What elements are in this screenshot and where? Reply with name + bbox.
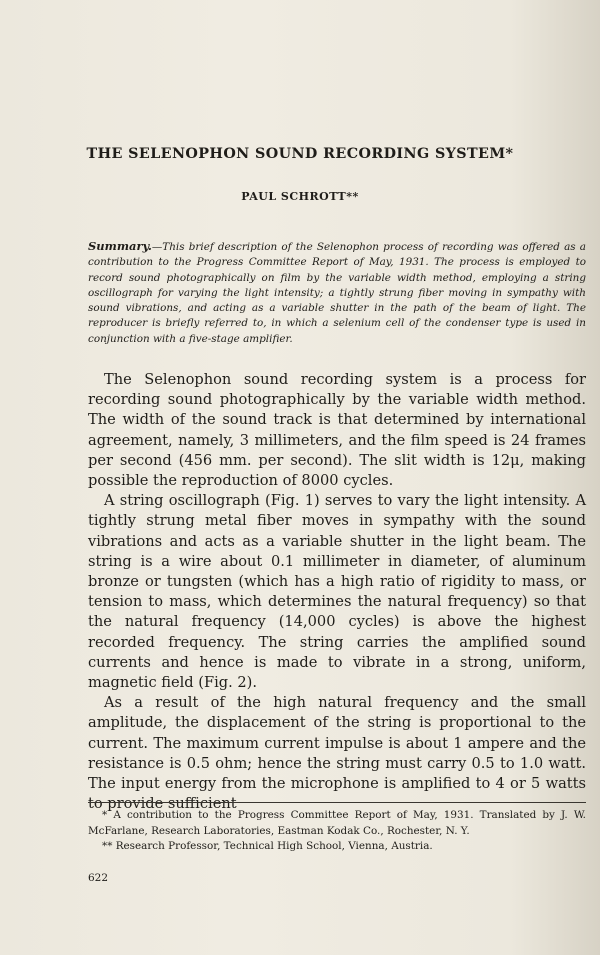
article-author: PAUL SCHROTT** xyxy=(241,190,359,203)
summary-label: Summary. xyxy=(88,239,152,253)
page-number: 622 xyxy=(88,872,109,884)
body-paragraph: A string oscillograph (Fig. 1) serves to vary the light intensity. A tightly strung metal fiber moves in sympathy with the sound vibrations and acts as a variable shutter in the light beam. The string is a wire about 0.1 millimeter in diameter, of aluminum bronze or tungsten (which has a high ratio of rigidity to mass, or tension to mass, which determines the natural frequency) so that the natural frequency (14,000 cycles) is above the highest recorded frequency. The string carries the amplified sound currents and hence is made to vibrate in a strong, uniform, magnetic field (Fig. 2). xyxy=(88,492,586,692)
footnote: ** Research Professor, Technical High School, Vienna, Austria. xyxy=(102,840,433,852)
footnote: * A contribution to the Progress Committee Report of May, 1931. Translated by J. W. McFarlane, Research Laboratories, Eastman Kodak Co., Rochester, N. Y. xyxy=(88,809,586,837)
footnote-divider xyxy=(88,802,586,803)
body-paragraph: The Selenophon sound recording system is a process for recording sound photographically by the variable width method. The width of the sound track is that determined by international agreement, namely, 3 millimeters, and the film speed is 24 frames per second (456 mm. per second). The slit width is 12μ, making possible the reproduction of 8000 cycles. xyxy=(88,371,586,490)
summary-text: —This brief description of the Selenophon process of recording was offered as a contribution to the Progress Committee Report of May, 1931. The process is employed to record sound photographically on film by the variable width method, employing a string oscillograph for varying the light intensity; a tightly strung fiber moving in sympathy with sound vibrations, and acting as a variable shutter in the path of the beam of light. The reproducer is briefly referred to, in which a selenium cell of the condenser type is used in conjunction with a five-stage amplifier. xyxy=(88,241,586,345)
article-body xyxy=(88,370,586,814)
article-title: THE SELENOPHON SOUND RECORDING SYSTEM* xyxy=(86,146,514,162)
body-paragraph: As a result of the high natural frequency and the small amplitude, the displacement of the string is proportional to the current. The maximum current impulse is about 1 ampere and the resistance is 0.5 ohm; hence the string must carry 0.5 to 1.0 watt. The input energy from the microphone is amplified to 4 or 5 watts to provide sufficient xyxy=(88,694,586,813)
footnotes xyxy=(88,808,586,855)
summary-block xyxy=(88,239,586,347)
